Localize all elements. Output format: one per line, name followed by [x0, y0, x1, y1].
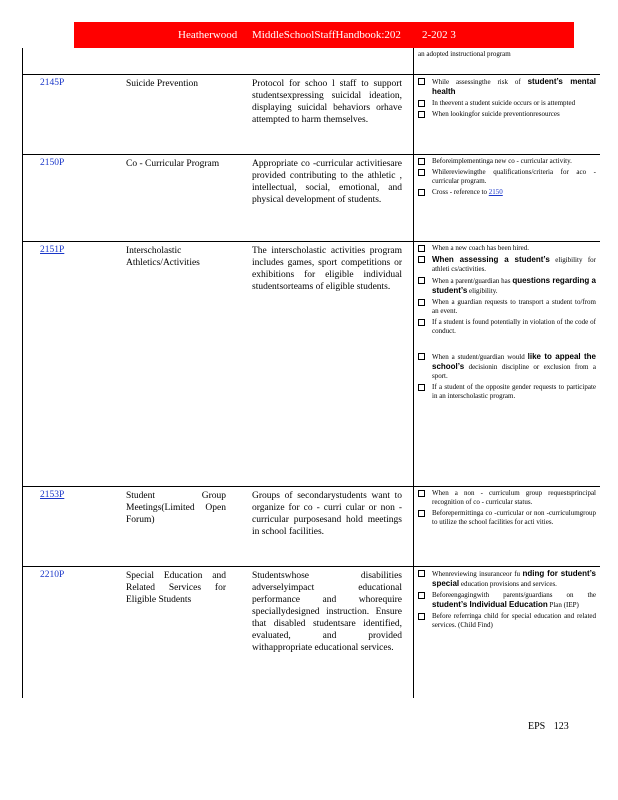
consideration-text: Whilereviewingthe qualifications/criteria for aco - curricular program. [432, 168, 596, 185]
policy-title: Co - Curricular Program [126, 159, 220, 169]
checkbox-bullet-icon [418, 277, 425, 284]
checkbox-bullet-icon [418, 111, 425, 118]
policy-code[interactable]: 2153P [40, 490, 65, 500]
policy-code: 2150P [40, 158, 65, 168]
consideration-text: When a non - curriculum group requestsprincipal recognition of co - curricular status. [432, 489, 596, 506]
policy-row [22, 154, 600, 242]
checkbox-bullet-icon [418, 169, 425, 176]
checkbox-bullet-icon [418, 100, 425, 107]
consideration-emphasis: When assessing a student’s [432, 255, 550, 264]
consideration-item [418, 569, 596, 589]
policy-row [22, 486, 600, 567]
consideration-text-continued: eligibility. [469, 287, 498, 295]
policy-considerations [418, 569, 596, 632]
consideration-emphasis: questions regarding a student’s [432, 276, 596, 295]
consideration-item [418, 276, 596, 296]
consideration-text: Beforeengagingwith parents/guardians on the [432, 591, 596, 599]
cross-reference-link[interactable]: 2150 [488, 188, 503, 196]
checkbox-bullet-icon [418, 384, 425, 391]
consideration-text: When a new coach has been hired. [432, 244, 529, 252]
checkbox-bullet-icon [418, 158, 425, 165]
policy-title: Student Group Meetings(Limited Open Forum) [126, 491, 226, 525]
consideration-item [418, 188, 596, 197]
checkbox-bullet-icon [418, 189, 425, 196]
consideration-text: While assessingthe risk of [432, 78, 528, 86]
policy-title: Suicide Prevention [126, 79, 199, 89]
policy-considerations [418, 77, 596, 121]
checkbox-bullet-icon [418, 510, 425, 517]
consideration-item [418, 99, 596, 108]
consideration-item [418, 298, 596, 316]
consideration-item [418, 157, 596, 166]
consideration-emphasis: nding for student’s special [432, 569, 597, 588]
consideration-text: If a student of the opposite gender requests to participate in an interscholastic program. [432, 383, 596, 400]
consideration-text: When a parent/guardian has [432, 277, 513, 285]
consideration-item [418, 110, 596, 119]
policy-code: 2145P [40, 78, 65, 88]
checkbox-bullet-icon [418, 319, 425, 326]
policy-code: 2210P [40, 570, 65, 580]
consideration-text: Beforeimplementinga new co - curricular activity. [432, 157, 572, 165]
consideration-emphasis: student’s Individual Education [432, 600, 548, 609]
consideration-text-continued: education provisions and services. [460, 580, 557, 588]
checkbox-bullet-icon [418, 353, 425, 360]
consideration-item [418, 612, 596, 630]
policy-considerations [418, 489, 596, 529]
consideration-item [418, 77, 596, 97]
consideration-emphasis: like to appeal the school’s [432, 352, 597, 371]
page-number: 123 [553, 721, 569, 732]
header-school: Heatherwood [178, 29, 238, 41]
checkbox-bullet-icon [418, 592, 425, 599]
policy-description: Appropriate co -curricular activitiesare provided contributing to the athletic , intellectual, social, emotional, and physical development of students. [252, 159, 402, 205]
consideration-item [418, 352, 596, 381]
consideration-text: When a guardian requests to transport a student to/from an event. [432, 298, 596, 315]
consideration-item [418, 318, 596, 336]
checkbox-bullet-icon [418, 256, 425, 263]
consideration-item [418, 509, 596, 527]
header-banner [74, 22, 574, 48]
consideration-text: Beforepermittinga co -curricular or non -curriculumgroup to utilize the school facilities for acti vities. [432, 509, 596, 526]
policy-code[interactable]: 2151P [40, 245, 65, 255]
checkbox-bullet-icon [418, 78, 425, 85]
policy-considerations [418, 244, 596, 403]
consideration-item [418, 255, 596, 274]
policy-title: Special Education and Related Services for Eligible Students [126, 571, 226, 605]
consideration-text: Cross - reference to [432, 188, 489, 196]
checkbox-bullet-icon [418, 613, 425, 620]
consideration-item [418, 244, 596, 253]
consideration-text: Whenreviewing insuranceor fu [432, 570, 523, 578]
policy-description: Protocol for schoo l staff to support studentsexpressing suicidal ideation, displaying suicidal behaviors orhave attempted to harm themselves. [252, 79, 402, 125]
policy-row [22, 74, 600, 155]
policy-description: The interscholastic activities program includes games, sport competitions or exhibitions for eligible individual studentsorteams of eligible students. [252, 246, 402, 292]
header-handbook-title: MiddleSchoolStaffHandbook:202 [252, 29, 401, 41]
consideration-text: If a student is found potentially in violation of the code of conduct. [432, 318, 596, 335]
consideration-text: When lookingfor suicide preventionresources [432, 110, 560, 118]
consideration-text: Before referringa child for special education and related services. (Child Find) [432, 612, 596, 629]
consideration-text-continued: Plan (IEP) [549, 601, 579, 609]
consideration-item [418, 489, 596, 507]
consideration-text: In theevent a student suicide occurs or is attempted [432, 99, 576, 107]
page-footer [528, 721, 569, 732]
consideration-item [418, 168, 596, 186]
consideration-text: When a student/guardian would [432, 353, 528, 361]
consideration-item [418, 383, 596, 401]
checkbox-bullet-icon [418, 299, 425, 306]
bullet-spacer [418, 338, 596, 352]
consideration-emphasis: student’s mental health [432, 77, 596, 96]
carryover-text: an adopted instructional program [418, 50, 511, 58]
consideration-item [418, 591, 596, 610]
footer-label: EPS [528, 721, 546, 732]
checkbox-bullet-icon [418, 245, 425, 252]
policy-description: Groups of secondarystudents want to organize for co - curri cular or non -curricular purposesand hold meetings in school facilities. [252, 491, 402, 537]
policy-description: Studentswhose disabilities adverselyimpact educational performance and whorequire speciallydesigned instruction. Ensure that disabled studentsare identified, evaluated, and provided withappropriate educational services. [252, 571, 402, 653]
checkbox-bullet-icon [418, 490, 425, 497]
consideration-text-continued: eligibility for athleti cs/activities. [432, 256, 597, 273]
consideration-text-continued: decisionin discipline or exclusion from a sport. [432, 363, 596, 380]
header-year: 2-202 3 [422, 29, 456, 41]
policy-considerations [418, 157, 596, 199]
checkbox-bullet-icon [418, 570, 425, 577]
policy-title: Interscholastic Athletics/Activities [126, 246, 200, 268]
policy-row [22, 241, 600, 487]
policy-row [22, 566, 600, 699]
policy-table [22, 48, 600, 698]
